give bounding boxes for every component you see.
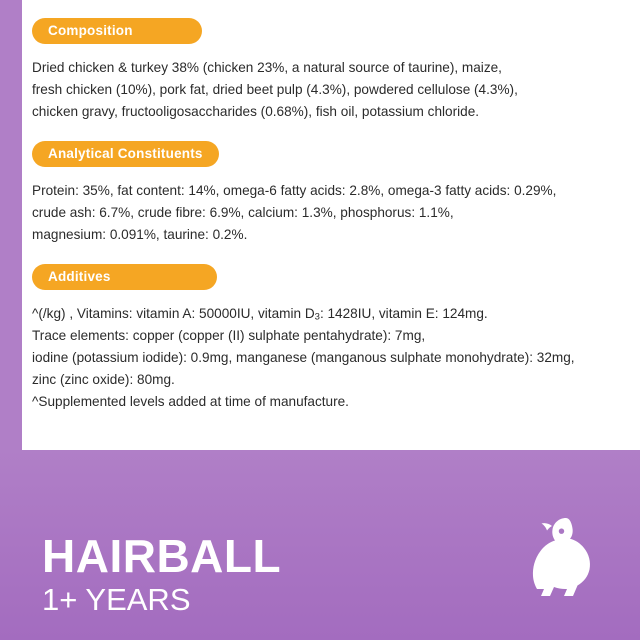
analytical-constituents-text xyxy=(32,180,577,246)
chicken-icon xyxy=(520,512,598,598)
bottom-banner xyxy=(0,450,640,640)
additives-line-4: zinc (zinc oxide): 80mg. xyxy=(32,372,175,388)
section-additives xyxy=(32,264,640,413)
analytical-line-3: magnesium: 0.091%, taurine: 0.2%. xyxy=(32,227,248,243)
composition-line-1: Dried chicken & turkey 38% (chicken 23%, a natural source of taurine), maize, xyxy=(32,60,502,75)
additives-line-1: ^(/kg) , Vitamins: vitamin A: 50000IU, vitamin D3: 1428IU, vitamin E: 124mg. xyxy=(32,306,488,323)
additives-badge: Additives xyxy=(32,264,217,290)
banner-subtitle: 1+ YEARS xyxy=(42,582,191,618)
additives-text xyxy=(32,303,577,413)
analytical-line-2: crude ash: 6.7%, crude fibre: 6.9%, calcium: 1.3%, phosphorus: 1.1%, xyxy=(32,205,454,221)
additives-line-3: iodine (potassium iodide): 0.9mg, manganese (manganous sulphate monohydrate): 32mg, xyxy=(32,350,575,366)
section-composition xyxy=(32,18,640,123)
analytical-constituents-badge: Analytical Constituents xyxy=(32,141,219,167)
composition-text xyxy=(32,57,577,123)
additives-line-5: ^Supplemented levels added at time of manufacture. xyxy=(32,394,349,410)
analytical-line-1: Protein: 35%, fat content: 14%, omega-6 fatty acids: 2.8%, omega-3 fatty acids: 0.29%, xyxy=(32,183,557,199)
banner-title: HAIRBALL xyxy=(42,530,282,583)
composition-line-2: fresh chicken (10%), pork fat, dried beet pulp (4.3%), powdered cellulose (4.3%), xyxy=(32,82,518,98)
section-analytical-constituents xyxy=(32,141,640,246)
composition-line-3: chicken gravy, fructooligosaccharides (0.68%), fish oil, potassium chloride. xyxy=(32,104,480,120)
additives-line-2: Trace elements: copper (copper (II) sulphate pentahydrate): 7mg, xyxy=(32,328,426,344)
nutrition-content xyxy=(22,0,640,431)
composition-badge: Composition xyxy=(32,18,202,44)
banner-text-group xyxy=(42,530,282,618)
